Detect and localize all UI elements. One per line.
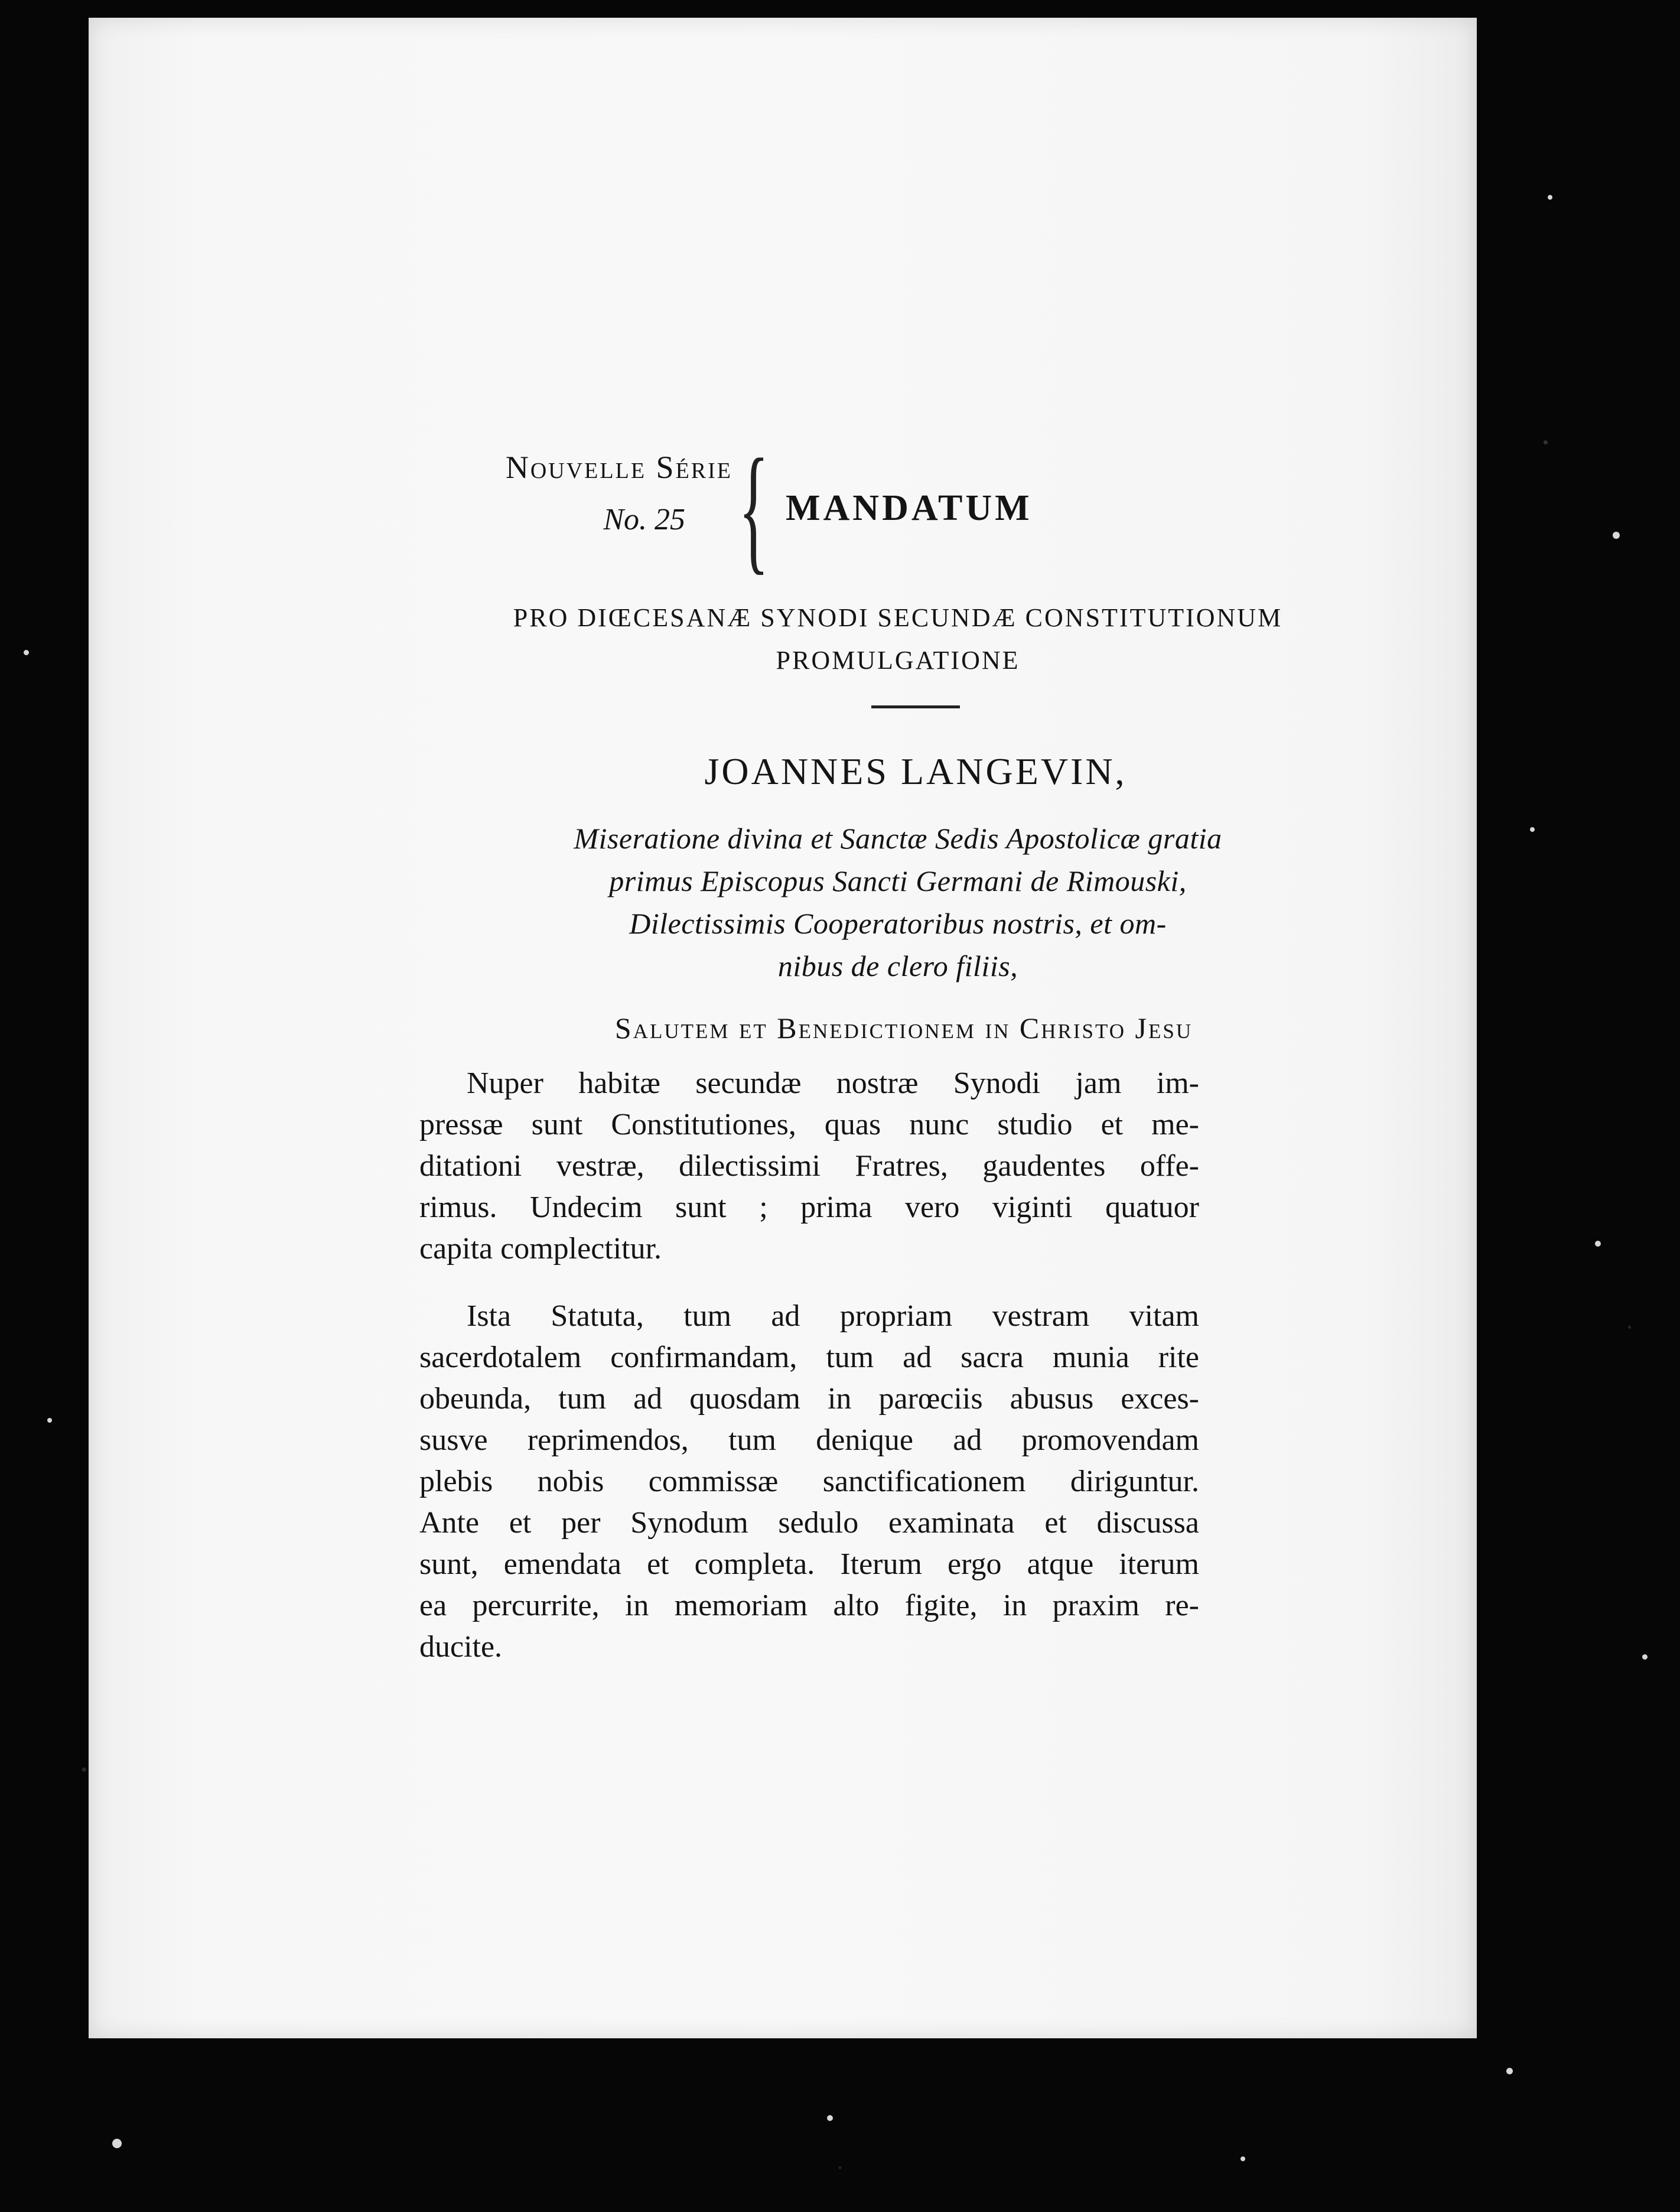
paragraph-1 <box>419 1063 1199 1270</box>
paragraph-line: ea percurrite, in memoriam alto figite, in praxim re- <box>419 1589 1199 1622</box>
dust-speck <box>1241 2156 1245 2161</box>
dust-speck <box>1548 195 1552 200</box>
series-label: Nouvelle Série <box>505 450 732 485</box>
divider-rule <box>871 705 960 708</box>
paragraph-line: plebis nobis commissæ sanctificationem diriguntur. <box>419 1465 1199 1498</box>
paragraph-line: Nuper habitæ secundæ nostræ Synodi jam im- <box>467 1066 1199 1100</box>
document-page <box>89 18 1477 2038</box>
intro-line: Miseratione divina et Sanctæ Sedis Apostolicæ gratia <box>574 822 1222 855</box>
intro-line: primus Episcopus Sancti Germani de Rimouski, <box>609 864 1187 897</box>
paragraph-line: Ante et per Synodum sedulo examinata et discussa <box>419 1506 1199 1540</box>
paragraph-line: obeunda, tum ad quosdam in parœciis abusus exces- <box>419 1382 1199 1416</box>
paragraph-line: rimus. Undecim sunt ; prima vero viginti quatuor <box>419 1190 1199 1224</box>
paragraph-line: susve reprimendos, tum denique ad promovendam <box>419 1423 1199 1457</box>
header-block <box>473 430 1359 587</box>
subtitle <box>437 597 1359 682</box>
paragraph-line: sunt, emendata et completa. Iterum ergo atque iterum <box>419 1547 1199 1581</box>
subtitle-line: PRO DIŒCESANÆ SYNODI SECUNDÆ CONSTITUTIONUM <box>513 603 1283 632</box>
curly-brace: { <box>738 430 769 587</box>
series-info <box>473 449 732 537</box>
dust-speck <box>1642 1654 1648 1660</box>
paragraph-line: pressæ sunt Constitutiones, quas nunc studio et me- <box>419 1108 1199 1141</box>
page-content <box>419 430 1359 1668</box>
dust-speck <box>1595 1241 1601 1247</box>
dust-speck <box>1506 2068 1513 2074</box>
dust-speck <box>1530 827 1535 832</box>
dust-speck <box>47 1418 52 1423</box>
intro-line: nibus de clero filiis, <box>777 949 1018 983</box>
author-name: JOANNES LANGEVIN, <box>704 750 1127 792</box>
paragraph-line: sacerdotalem confirmandam, tum ad sacra munia rite <box>419 1341 1199 1374</box>
paragraph-line: ditationi vestræ, dilectissimi Fratres, gaudentes offe- <box>419 1149 1199 1183</box>
number-label: No. 25 <box>603 503 685 536</box>
paragraph-2 <box>419 1296 1199 1668</box>
paragraph-line: Ista Statuta, tum ad propriam vestram vitam <box>467 1299 1199 1333</box>
document-title: MANDATUM <box>786 488 1033 528</box>
subtitle-line: PROMULGATIONE <box>776 646 1020 675</box>
author-titles <box>437 817 1359 987</box>
dust-speck <box>24 650 29 655</box>
dust-speck <box>827 2115 833 2121</box>
intro-line: Dilectissimis Cooperatoribus nostris, et om- <box>629 907 1167 940</box>
dust-speck <box>112 2139 122 2148</box>
dust-speck <box>1613 532 1620 539</box>
paragraph-line: ducite. <box>419 1630 503 1664</box>
paragraph-line: capita complectitur. <box>419 1232 662 1266</box>
salutation: Salutem et Benedictionem in Christo Jesu <box>614 1011 1193 1045</box>
